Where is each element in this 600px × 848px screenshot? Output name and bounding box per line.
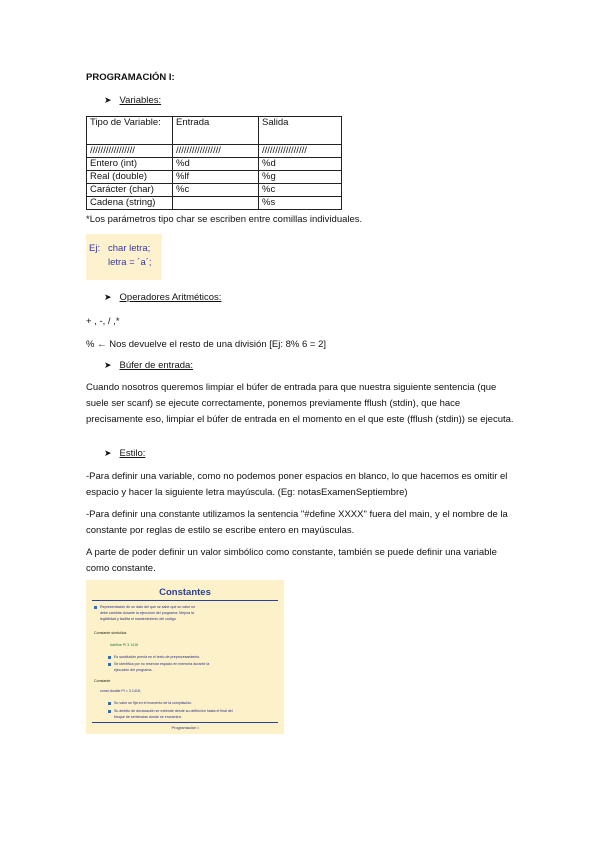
slide-text: bloque de sentencias donde se encuentra. (114, 715, 182, 719)
table-cell: ///////////////// (173, 145, 259, 158)
slide-text: Es sustitución previa en el texto de preprocesamiento. (108, 655, 200, 660)
arrow-bullet-icon: ➤ (104, 360, 112, 370)
section-label: Variables: (119, 95, 162, 106)
operators-line: + , -, / ,* (86, 316, 120, 327)
table-note: *Los parámetros tipo char se escriben entre comillas individuales. (86, 214, 363, 225)
example-line: letra = ´a´; (108, 257, 152, 268)
modulo-line: % ← Nos devuelve el resto de una división [Ej: 8% 6 = 2] (86, 339, 327, 350)
bullet-icon (108, 710, 111, 713)
slide-subheading: Constante simbólica (94, 631, 127, 635)
table-row (87, 197, 342, 210)
example-prefix: Ej: (89, 243, 101, 254)
section-variables (104, 95, 161, 106)
slide-text: Su valor se fija en el momento de la compilación. (108, 701, 192, 706)
table-cell (173, 197, 259, 210)
bullet-icon (108, 663, 111, 666)
section-bufer (104, 360, 193, 371)
table-cell: ///////////////// (87, 145, 173, 158)
slide-footer: Programación I (171, 725, 199, 730)
slide-divider (92, 722, 278, 723)
section-label: Operadores Aritméticos: (119, 292, 222, 303)
table-header-row (87, 117, 342, 145)
slide-text: legibilidad y facilita el mantenimiento del código (100, 617, 176, 621)
bufer-paragraph: Cuando nosotros queremos limpiar el búfer de entrada para que nuestra siguiente sentencia (que suele ser scanf) se ejecute correctamente, ponemos previamente fflush (stdin), que hace precisamente eso, limpiar el búfer de entrada en el momento en el que este (fflush (stdin)) se ejecuta. (86, 382, 514, 425)
arrow-bullet-icon: ➤ (104, 292, 112, 302)
estilo-paragraph: A parte de poder definir un valor simbólico como constante, también se puede definir una variable como constante. (86, 547, 497, 574)
table-row (87, 158, 342, 171)
table-cell: Entero (int) (87, 158, 173, 171)
example-line: char letra; (108, 243, 151, 254)
section-label: Estilo: (119, 448, 146, 459)
slide-text: debe cambiar durante la ejecución del programa. Mejora la (100, 611, 194, 615)
table-cell: Real (double) (87, 171, 173, 184)
table-cell: %s (259, 197, 342, 210)
example-box (86, 234, 162, 280)
arrow-bullet-icon: ➤ (104, 95, 112, 105)
section-estilo (104, 448, 145, 459)
table-cell: %c (173, 184, 259, 197)
slide-code: const double PI = 3.1416; (100, 689, 141, 693)
estilo-paragraph: -Para definir una variable, como no podemos poner espacios en blanco, lo que hacemos es omitir el espacio y hacer la siguiente letra mayúscula. (Eg: notasExamenSeptiembre) (86, 471, 508, 498)
table-cell: %d (259, 158, 342, 171)
page-title: PROGRAMACIÓN I: (86, 72, 175, 83)
section-label: Búfer de entrada: (119, 360, 193, 371)
section-operadores (104, 292, 221, 303)
slide-subheading: Constante (94, 679, 111, 683)
table-cell: %lf (173, 171, 259, 184)
bullet-icon (108, 702, 111, 705)
table-cell: Cadena (string) (87, 197, 173, 210)
table-cell: ///////////////// (259, 145, 342, 158)
table-header-cell: Salida (259, 117, 342, 145)
slide-text: Su ámbito de declaración se extiende desde su definición hasta el final del (108, 709, 233, 714)
table-cell: %g (259, 171, 342, 184)
slide-text: Se identifica por no reservar espacio en memoria durante la (108, 662, 209, 667)
slide-divider (92, 600, 278, 601)
table-row (87, 171, 342, 184)
constantes-slide-image (86, 580, 284, 734)
variable-types-table (86, 116, 342, 210)
slide-text: Representación de un dato del que se sabe que su valor no (94, 605, 195, 610)
table-row (87, 184, 342, 197)
slide-title: Constantes (159, 587, 211, 598)
estilo-paragraph: -Para definir una constante utilizamos la sentencia "#define XXXX" fuera del main, y el nombre de la constante por reglas de estilo se escribe entero en mayúsculas. (86, 509, 508, 536)
table-cell: %c (259, 184, 342, 197)
table-separator-row (87, 145, 342, 158)
slide-code: #define PI 3.1416 (110, 643, 139, 647)
slide-text: ejecución del programa. (114, 668, 153, 672)
arrow-bullet-icon: ➤ (104, 448, 112, 458)
table-header-cell: Entrada (173, 117, 259, 145)
table-cell: %d (173, 158, 259, 171)
bullet-icon (94, 606, 97, 609)
table-cell: Carácter (char) (87, 184, 173, 197)
table-header-cell: Tipo de Variable: (87, 117, 173, 145)
bullet-icon (108, 656, 111, 659)
